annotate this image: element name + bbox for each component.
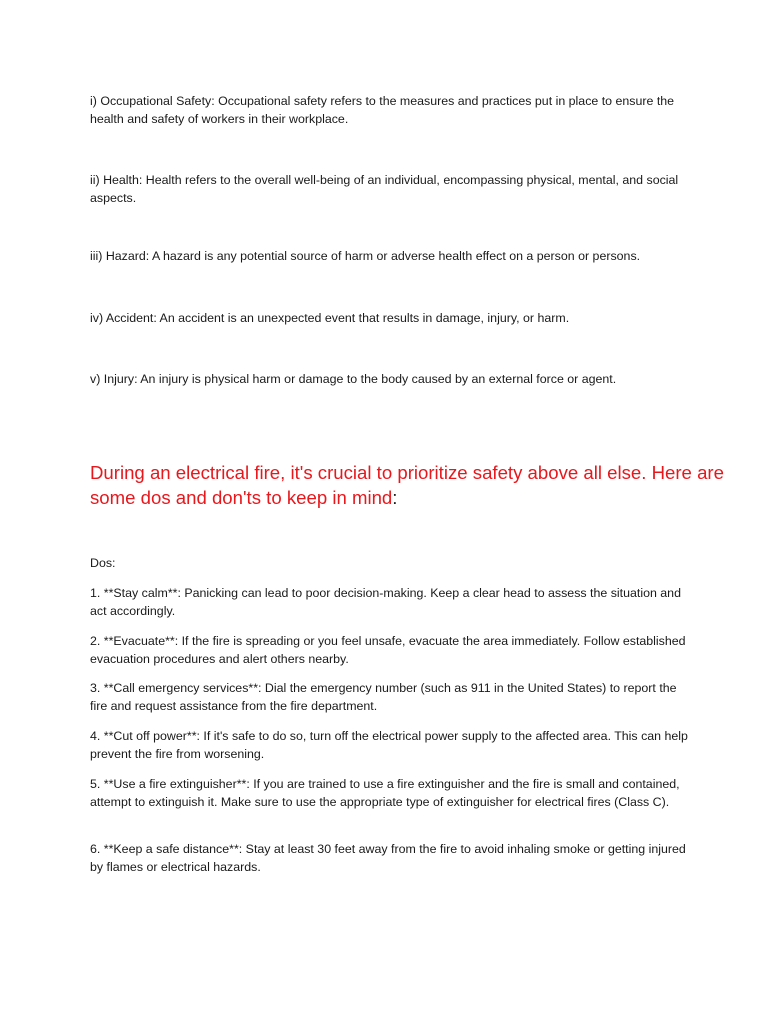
definition-accident: iv) Accident: An accident is an unexpected event that results in damage, injury, or harm.: [90, 311, 570, 325]
dos-item-evacuate: 2. **Evacuate**: If the fire is spreading or you feel unsafe, evacuate the area immediately. Follow established evacuation procedures and alert others nearby.: [90, 634, 686, 666]
dos-label: Dos:: [90, 556, 116, 570]
definition-hazard: iii) Hazard: A hazard is any potential source of harm or adverse health effect on a person or persons.: [90, 249, 641, 263]
dos-item-fire-extinguisher: 5. **Use a fire extinguisher**: If you are trained to use a fire extinguisher and the fire is small and contained, attempt to extinguish it. Make sure to use the appropriate type of extinguisher for electrical fires (Class C).: [90, 777, 680, 809]
dos-item-stay-calm: 1. **Stay calm**: Panicking can lead to poor decision-making. Keep a clear head to assess the situation and act accordingly.: [90, 586, 681, 618]
dos-item-safe-distance: 6. **Keep a safe distance**: Stay at least 30 feet away from the fire to avoid inhaling smoke or getting injured by flames or electrical hazards.: [90, 842, 686, 874]
definition-health: ii) Health: Health refers to the overall well-being of an individual, encompassing physical, mental, and social aspects.: [90, 173, 679, 205]
dos-item-call-emergency: 3. **Call emergency services**: Dial the emergency number (such as 911 in the United States) to report the fire and request assistance from the fire department.: [90, 681, 677, 713]
dos-item-cut-off-power: 4. **Cut off power**: If it's safe to do so, turn off the electrical power supply to the affected area. This can help prevent the fire from worsening.: [90, 729, 688, 761]
electrical-fire-heading: [90, 460, 730, 510]
heading-text: During an electrical fire, it's crucial to prioritize safety above all else. Here are some dos and don'ts to keep in mind: [90, 462, 724, 508]
definition-injury: v) Injury: An injury is physical harm or damage to the body caused by an external force or agent.: [90, 372, 617, 386]
definition-occupational-safety: i) Occupational Safety: Occupational safety refers to the measures and practices put in place to ensure the health and safety of workers in their workplace.: [90, 94, 675, 126]
heading-colon: :: [392, 487, 398, 508]
